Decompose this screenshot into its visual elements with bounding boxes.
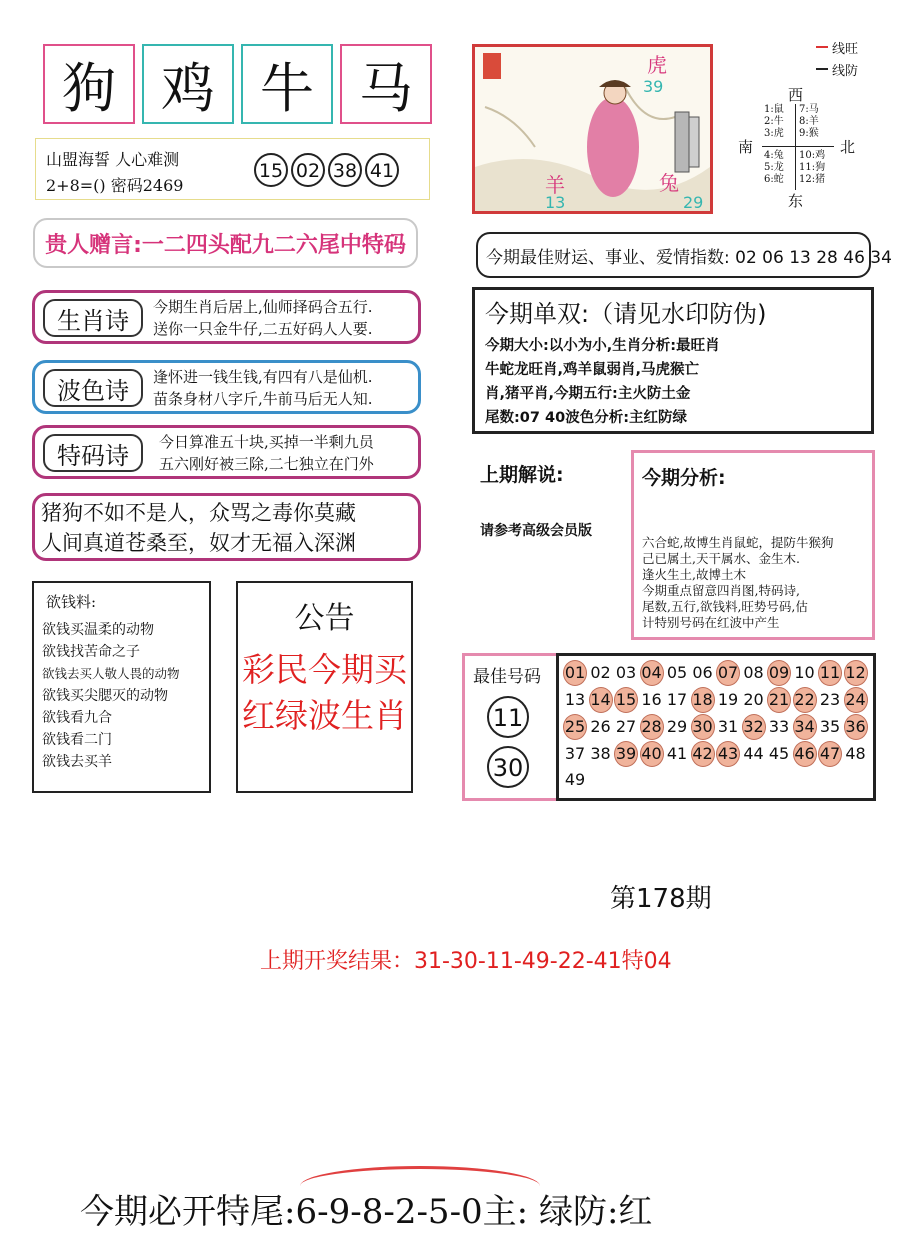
issue-number: 第178期 (610, 884, 712, 914)
yuqian-item: 欲钱看二门 (42, 732, 112, 748)
compass-north: 北 (840, 138, 856, 156)
grid-number: 14 (589, 687, 613, 713)
grid-number: 49 (564, 770, 586, 789)
oath-number: 38 (328, 153, 362, 187)
grid-number: 44 (743, 744, 764, 763)
zodiac-box-1: 狗 (43, 44, 135, 124)
sheep-label: 羊 (545, 173, 565, 197)
danshuang-line: 今期大小:以小为小,生肖分析:最旺肖 (485, 338, 720, 354)
grid-number: 29 (666, 717, 688, 736)
fenxi-line: 尾数,五行,欲钱料,旺势号码,估 (642, 599, 808, 614)
zhugou-text (41, 498, 356, 558)
grid-number: 15 (614, 687, 638, 713)
grid-number: 07 (716, 660, 740, 686)
compass-hline (762, 146, 834, 147)
poem-line: 今期生肖后居上,仙师择码合五行. (153, 298, 373, 316)
sheep-number: 13 (545, 193, 566, 212)
quadrant-tr (799, 104, 819, 140)
grid-number: 10 (794, 663, 815, 682)
yuqian-list (42, 619, 180, 773)
notice-line: 红绿波生肖 (242, 696, 407, 735)
best-box (462, 653, 558, 801)
yuqian-item: 欲钱买尖腮灭的动物 (42, 688, 168, 704)
grid-number: 21 (767, 687, 791, 713)
grid-number: 16 (641, 690, 662, 709)
grid-number: 43 (716, 741, 740, 767)
poem-text (153, 366, 373, 410)
best-title: 最佳号码 (473, 667, 541, 687)
oath-number: 41 (365, 153, 399, 187)
fenxi-line: 六合蛇,故博生肖鼠蛇，提防牛猴狗 (642, 535, 834, 550)
zodiac-box-3: 牛 (241, 44, 333, 124)
last-result: 上期开奖结果：31-30-11-49-22-41特04 (260, 949, 672, 974)
grid-number: 48 (845, 744, 866, 763)
yuqian-item: 欲钱买温柔的动物 (42, 622, 154, 638)
compass-south: 南 (738, 138, 754, 156)
grid-number: 01 (563, 660, 587, 686)
legend-red-line (816, 46, 828, 48)
quadrant-bl (764, 150, 784, 186)
fenxi-line: 己已属土,天干属水、金生木. (642, 551, 800, 566)
zodiac-box-4: 马 (340, 44, 432, 124)
rabbit-label: 兔 (659, 171, 679, 195)
oath-line2: 2+8=() 密码2469 (46, 176, 184, 195)
yuqian-title: 欲钱料: (46, 593, 97, 611)
poem-box-3 (32, 425, 421, 479)
grid-number: 23 (819, 690, 841, 709)
grid-number: 20 (743, 690, 764, 709)
poem-line: 苗条身材八字斤,牛前马后无人知. (153, 390, 373, 408)
number-grid (556, 653, 876, 801)
best-numbers (487, 696, 558, 788)
quadrant-item: 4:兔 (764, 150, 784, 161)
yuqian-item: 欲钱看九合 (42, 710, 112, 726)
quadrant-br (799, 150, 825, 186)
grid-number: 39 (614, 741, 638, 767)
poem-box-1 (32, 290, 421, 344)
quadrant-item: 6:蛇 (764, 174, 784, 185)
poem-line: 五六刚好被三除,二七独立在门外 (159, 455, 374, 473)
yuqian-item: 欲钱找苦命之子 (42, 644, 140, 660)
quadrant-item: 10:鸡 (799, 150, 826, 161)
grid-number: 46 (793, 741, 817, 767)
grid-row (563, 714, 873, 741)
poem-label: 生肖诗 (43, 299, 143, 337)
yuqian-item: 欲钱去买羊 (42, 754, 112, 770)
quadrant-item: 7:马 (799, 104, 819, 115)
grid-number: 38 (590, 744, 611, 763)
grid-number: 18 (691, 687, 715, 713)
shangqi-title: 上期解说: (480, 464, 564, 486)
fenxi-line: 逢火生土,故博土木 (642, 567, 746, 582)
compass (736, 44, 886, 214)
bottom-line: 今期必开特尾:6-9-8-2-5-0主: 绿防:红 (80, 1192, 653, 1232)
poem-label: 特码诗 (43, 434, 143, 472)
poem-box-2 (32, 360, 421, 414)
grid-row (563, 768, 873, 795)
grid-number: 06 (692, 663, 713, 682)
rabbit-number: 29 (683, 193, 704, 212)
oath-line1: 山盟海誓 人心难测 (46, 150, 180, 169)
grid-number: 33 (768, 717, 790, 736)
grid-row (563, 660, 873, 687)
legend-fang: 线防 (832, 64, 859, 79)
zhugou-line: 猪狗不如不是人，众骂之毒你莫藏 (41, 501, 356, 525)
fenxi-line: 计特别号码在红波中产生 (642, 615, 780, 630)
grid-number: 47 (818, 741, 842, 767)
grid-number: 22 (793, 687, 817, 713)
grid-number: 40 (640, 741, 664, 767)
grid-number: 37 (564, 744, 586, 763)
quadrant-item: 8:羊 (799, 116, 819, 127)
quadrant-item: 3:虎 (764, 128, 784, 139)
grid-number: 05 (666, 663, 688, 682)
grid-number: 45 (768, 744, 790, 763)
oath-box (35, 138, 430, 200)
quadrant-item: 9:猴 (799, 128, 819, 139)
fenxi-lines (642, 535, 833, 631)
fortune-box: 今期最佳财运、事业、爱情指数: 02 06 13 28 46 34 (476, 232, 871, 278)
danshuang-box (472, 287, 874, 434)
best-number: 30 (487, 746, 529, 788)
poem-text (153, 296, 373, 340)
grid-number: 30 (691, 714, 715, 740)
notice-text (238, 647, 411, 739)
grid-number: 11 (818, 660, 842, 686)
grid-number: 27 (615, 717, 637, 736)
grid-number: 41 (666, 744, 688, 763)
grid-number: 28 (640, 714, 664, 740)
quadrant-item: 11:狗 (799, 162, 826, 173)
grid-number: 42 (691, 741, 715, 767)
yuqian-box (32, 581, 211, 793)
best-number: 11 (487, 696, 529, 738)
danshuang-title: 今期单双:（请见水印防伪) (485, 300, 767, 328)
yuqian-item: 欲钱去买人敬人畏的动物 (42, 666, 180, 681)
quadrant-tl (764, 104, 784, 140)
grid-number: 24 (844, 687, 868, 713)
legend-black-line (816, 68, 828, 70)
poem-line: 送你一只金牛仔,二五好码人人要. (153, 320, 373, 338)
grid-row (563, 741, 873, 768)
danshuang-line: 牛蛇龙旺肖,鸡羊鼠弱肖,马虎猴亡 (485, 362, 700, 378)
danshuang-line: 肖,猪平肖,今期五行:主火防土金 (485, 386, 691, 402)
notice-title: 公告 (294, 601, 355, 636)
compass-vline (795, 104, 796, 190)
grid-number: 02 (590, 663, 611, 682)
grid-number: 35 (819, 717, 841, 736)
compass-east: 东 (788, 192, 804, 210)
fenxi-title: 今期分析: (642, 467, 726, 489)
grid-number: 03 (615, 663, 637, 682)
zhugou-line: 人间真道苍桑至，奴才无福入深渊 (41, 531, 356, 555)
tiger-label: 虎 (647, 53, 667, 77)
notice-line: 彩民今期买 (242, 650, 407, 689)
poem-line: 逢怀进一钱生钱,有四有八是仙机. (153, 368, 373, 386)
grid-number: 09 (767, 660, 791, 686)
grid-number: 26 (590, 717, 611, 736)
legend-wang: 线旺 (832, 42, 859, 57)
grid-number: 17 (666, 690, 688, 709)
grid-number: 08 (743, 663, 764, 682)
quadrant-item: 12:猪 (799, 174, 826, 185)
oath-number: 02 (291, 153, 325, 187)
poem-label: 波色诗 (43, 369, 143, 407)
compass-west: 西 (788, 86, 804, 104)
grid-number: 32 (742, 714, 766, 740)
quadrant-item: 2:牛 (764, 116, 784, 127)
grid-number: 13 (564, 690, 586, 709)
grid-number: 25 (563, 714, 587, 740)
danshuang-line: 尾数:07 40波色分析:主红防绿 (485, 410, 688, 426)
picture-panel (472, 44, 713, 214)
tiger-number: 39 (643, 77, 664, 96)
danshuang-lines (485, 334, 720, 430)
grid-number: 34 (793, 714, 817, 740)
grid-number: 12 (844, 660, 868, 686)
notice-box (236, 581, 413, 793)
grid-rows (563, 660, 873, 795)
quadrant-item: 5:龙 (764, 162, 784, 173)
poem-text (159, 431, 374, 475)
guiren-banner: 贵人赠言:一二四头配九二六尾中特码 (33, 218, 418, 268)
fenxi-line: 今期重点留意四肖图,特码诗, (642, 583, 800, 598)
grid-number: 36 (844, 714, 868, 740)
grid-number: 04 (640, 660, 664, 686)
oath-number: 15 (254, 153, 288, 187)
poem-line: 今日算准五十块,买掉一半剩九员 (159, 433, 374, 451)
grid-number: 31 (717, 717, 739, 736)
oath-numbers (254, 153, 402, 187)
zodiac-box-2: 鸡 (142, 44, 234, 124)
shangqi-text: 请参考高级会员版 (480, 523, 592, 539)
grid-number: 19 (717, 690, 739, 709)
quadrant-item: 1:鼠 (764, 104, 784, 115)
grid-row (563, 687, 873, 714)
zhugou-box (32, 493, 421, 561)
fenxi-box (631, 450, 875, 640)
